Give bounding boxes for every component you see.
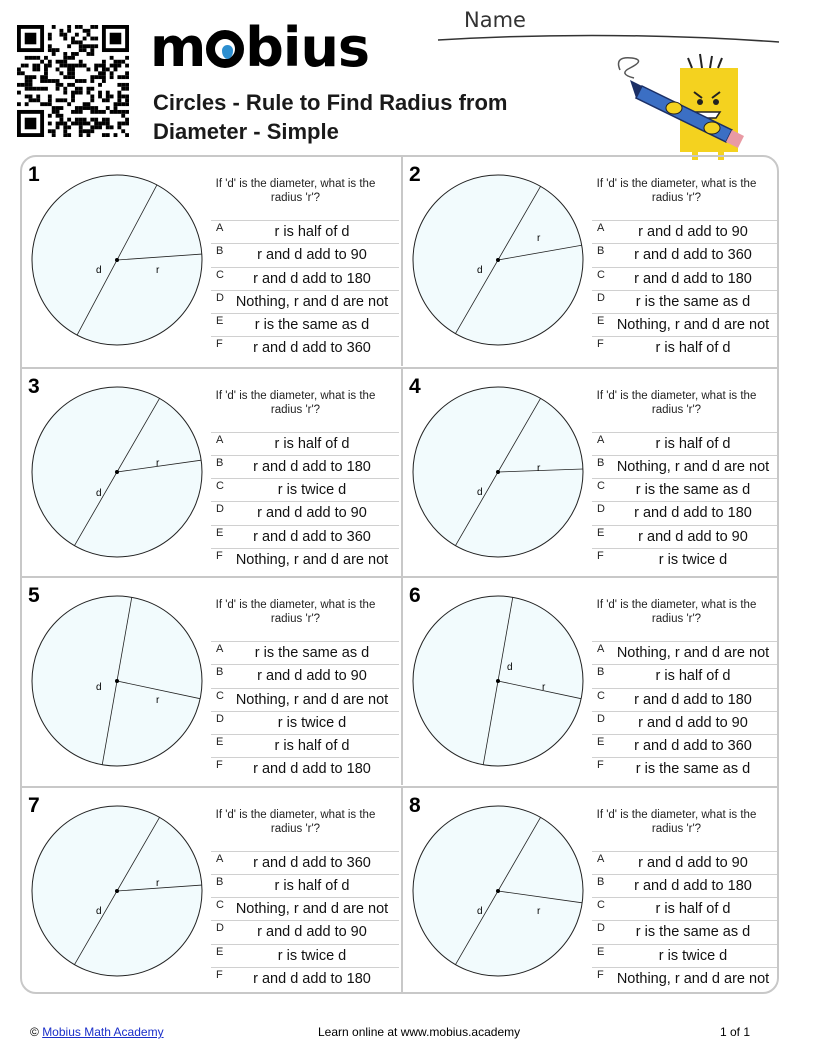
option-letter: F — [216, 968, 223, 981]
answer-option[interactable] — [211, 267, 399, 290]
question-7 — [22, 786, 401, 995]
question-4 — [401, 367, 779, 576]
diameter-label: d — [507, 662, 513, 673]
option-text: r is half of d — [274, 877, 350, 894]
option-text: r and d add to 360 — [253, 340, 371, 357]
option-letter: E — [216, 945, 224, 958]
radius-label: r — [537, 462, 541, 474]
diameter-label: d — [96, 487, 102, 499]
option-letter: C — [597, 268, 605, 281]
answer-option[interactable] — [592, 944, 779, 967]
mascot-pencil-character — [612, 48, 762, 160]
option-text: r and d add to 180 — [253, 970, 371, 987]
option-text: Nothing, r and d are not — [235, 691, 389, 708]
answer-option[interactable] — [211, 897, 399, 920]
answer-options — [211, 641, 399, 781]
question-number: 8 — [409, 793, 421, 817]
option-letter: C — [216, 268, 224, 281]
question-1 — [22, 157, 401, 366]
option-letter: B — [597, 245, 605, 258]
page-title: Circles - Rule to Find Radius from Diameter - Simple — [153, 90, 508, 144]
option-text: r and d add to 180 — [634, 877, 752, 894]
option-letter: C — [597, 689, 605, 702]
option-letter: F — [216, 338, 223, 351]
center-point — [115, 679, 119, 683]
option-text: Nothing, r and d are not — [235, 551, 389, 568]
answer-option[interactable] — [592, 267, 779, 290]
option-letter: E — [597, 736, 605, 749]
answer-option[interactable] — [211, 455, 399, 478]
qr-code — [17, 25, 129, 137]
option-text: r is the same as d — [254, 645, 370, 661]
option-text: r and d add to 180 — [634, 691, 752, 708]
answer-option[interactable] — [211, 734, 399, 757]
circle-diagram — [26, 590, 208, 772]
answer-option[interactable] — [592, 920, 779, 943]
option-letter: A — [216, 852, 224, 865]
answer-option[interactable] — [592, 501, 779, 524]
question-number: 3 — [28, 374, 40, 398]
radius-label: r — [156, 877, 160, 889]
answer-options — [592, 432, 779, 572]
option-letter: D — [597, 503, 605, 516]
option-letter: A — [216, 643, 224, 655]
answer-options — [211, 851, 399, 991]
answer-option[interactable] — [211, 851, 399, 874]
option-letter: B — [216, 456, 224, 469]
answer-option[interactable] — [211, 711, 399, 734]
option-text: Nothing, r and d are not — [235, 901, 389, 918]
footer-copyright — [30, 1025, 164, 1039]
center-point — [115, 889, 119, 893]
answer-option[interactable] — [211, 501, 399, 524]
question-number: 5 — [28, 584, 40, 607]
answer-option[interactable] — [592, 851, 779, 874]
option-letter: E — [216, 315, 224, 328]
option-letter: B — [597, 456, 605, 469]
answer-option[interactable] — [592, 967, 779, 990]
option-letter: A — [597, 643, 605, 655]
option-letter: E — [216, 526, 224, 539]
radius-label: r — [156, 457, 160, 469]
option-letter: E — [597, 945, 605, 958]
option-text: r is half of d — [274, 435, 350, 452]
option-text: r and d add to 360 — [634, 247, 752, 264]
answer-option[interactable] — [592, 290, 779, 313]
option-text: r is the same as d — [635, 293, 751, 310]
question-8 — [401, 786, 779, 995]
mobius-academy-link[interactable]: Mobius Math Academy — [42, 1025, 164, 1039]
answer-options — [211, 220, 399, 360]
option-text: r and d add to 180 — [253, 761, 371, 778]
question-prompt: If 'd' is the diameter, what is the radius 'r'? — [215, 389, 376, 416]
circle-diagram — [26, 800, 208, 982]
option-text: r and d add to 90 — [638, 714, 748, 731]
option-letter: B — [597, 666, 605, 679]
answer-option[interactable] — [211, 478, 399, 501]
answer-option[interactable] — [211, 920, 399, 943]
diameter-label: d — [96, 905, 102, 917]
option-letter: F — [216, 549, 223, 562]
answer-option[interactable] — [211, 525, 399, 548]
answer-option[interactable] — [592, 220, 779, 243]
option-text: r is twice d — [658, 947, 728, 964]
diameter-label: d — [477, 486, 483, 498]
answer-options — [592, 641, 779, 781]
option-text: r and d add to 90 — [257, 668, 367, 685]
question-prompt: If 'd' is the diameter, what is the radius 'r'? — [596, 178, 757, 204]
answer-option[interactable] — [211, 967, 399, 990]
option-letter: F — [597, 549, 604, 562]
option-text: r and d add to 180 — [253, 270, 371, 287]
option-letter: B — [216, 875, 224, 888]
answer-option[interactable] — [592, 478, 779, 501]
option-text: r and d add to 180 — [634, 505, 752, 522]
radius-label: r — [537, 905, 541, 917]
option-text: r and d add to 90 — [257, 247, 367, 264]
circle-diagram — [26, 169, 208, 351]
option-text: r is the same as d — [635, 924, 751, 941]
answer-option[interactable] — [592, 243, 779, 266]
option-text: r and d add to 90 — [638, 854, 748, 871]
answer-option[interactable] — [592, 757, 779, 780]
option-letter: D — [597, 922, 605, 935]
answer-option[interactable] — [592, 432, 779, 455]
option-letter: B — [597, 875, 605, 888]
option-text: r and d add to 180 — [634, 270, 752, 287]
circle-diagram — [407, 800, 589, 982]
name-line — [436, 26, 781, 46]
option-letter: E — [216, 736, 224, 749]
answer-option[interactable] — [211, 313, 399, 336]
footer-page-number: 1 of 1 — [720, 1025, 751, 1039]
answer-options — [592, 851, 779, 991]
answer-option[interactable] — [211, 548, 399, 571]
option-text: r is twice d — [277, 714, 347, 731]
circle-diagram — [26, 381, 208, 563]
question-2 — [401, 157, 779, 366]
radius-label: r — [156, 265, 160, 276]
option-text: r and d add to 360 — [253, 854, 371, 871]
diameter-label: d — [96, 265, 102, 276]
option-letter: C — [597, 899, 605, 912]
option-text: Nothing, r and d are not — [235, 293, 389, 310]
option-letter: F — [597, 968, 604, 981]
question-6 — [401, 576, 779, 785]
question-number: 7 — [28, 793, 40, 817]
option-text: r and d add to 360 — [634, 738, 752, 755]
option-letter: A — [216, 433, 224, 446]
option-letter: D — [216, 291, 224, 304]
answer-option[interactable] — [592, 313, 779, 336]
mobius-logo: m bius — [150, 16, 370, 79]
answer-option[interactable] — [592, 711, 779, 734]
option-letter: D — [597, 291, 605, 304]
option-letter: B — [216, 245, 224, 258]
circle-diagram — [407, 590, 589, 772]
option-text: r and d add to 90 — [257, 924, 367, 941]
option-text: r and d add to 180 — [253, 458, 371, 475]
option-letter: C — [216, 480, 224, 493]
option-letter: A — [597, 433, 605, 446]
option-text: r is half of d — [655, 435, 731, 452]
option-text: r is twice d — [277, 947, 347, 964]
question-prompt: If 'd' is the diameter, what is the radius 'r'? — [215, 599, 376, 625]
option-text: Nothing, r and d are not — [616, 458, 770, 475]
option-text: r is the same as d — [254, 317, 370, 334]
answer-option[interactable] — [592, 734, 779, 757]
copyright-symbol: © — [30, 1025, 39, 1039]
option-letter: D — [216, 922, 224, 935]
option-letter: D — [216, 712, 224, 725]
question-3 — [22, 367, 401, 576]
answer-option[interactable] — [211, 641, 399, 664]
circle-diagram — [407, 381, 589, 563]
center-point — [496, 679, 500, 683]
option-letter: E — [597, 315, 605, 328]
question-number: 4 — [409, 374, 421, 398]
option-letter: E — [597, 526, 605, 539]
option-letter: A — [597, 852, 605, 865]
option-letter: D — [597, 712, 605, 725]
answer-option[interactable] — [592, 664, 779, 687]
option-letter: A — [597, 222, 605, 234]
question-prompt: If 'd' is the diameter, what is the radius 'r'? — [596, 389, 757, 416]
option-letter: F — [597, 338, 604, 351]
name-label: Name — [464, 8, 526, 32]
answer-option[interactable] — [211, 220, 399, 243]
answer-option[interactable] — [211, 336, 399, 359]
question-prompt: If 'd' is the diameter, what is the radius 'r'? — [596, 599, 757, 625]
option-letter: F — [597, 759, 604, 772]
center-point — [496, 258, 500, 262]
center-point — [496, 470, 500, 474]
option-text: Nothing, r and d are not — [616, 970, 770, 987]
answer-option[interactable] — [592, 897, 779, 920]
answer-option[interactable] — [211, 432, 399, 455]
option-text: r and d add to 90 — [638, 528, 748, 545]
diameter-label: d — [96, 682, 102, 693]
option-text: Nothing, r and d are not — [616, 317, 770, 334]
question-number: 1 — [28, 163, 40, 186]
option-letter: B — [216, 666, 224, 679]
answer-option[interactable] — [211, 664, 399, 687]
answer-option[interactable] — [211, 290, 399, 313]
question-prompt: If 'd' is the diameter, what is the radius 'r'? — [215, 808, 376, 835]
answer-options — [592, 220, 779, 360]
center-point — [115, 258, 119, 262]
question-number: 6 — [409, 584, 421, 607]
option-text: r and d add to 90 — [638, 224, 748, 240]
answer-options — [211, 432, 399, 572]
circle-diagram — [407, 169, 589, 351]
answer-option[interactable] — [592, 525, 779, 548]
option-letter: C — [597, 480, 605, 493]
answer-option[interactable] — [211, 243, 399, 266]
option-text: r and d add to 90 — [257, 505, 367, 522]
answer-option[interactable] — [211, 944, 399, 967]
answer-option[interactable] — [592, 688, 779, 711]
option-text: r is half of d — [655, 340, 731, 357]
radius-label: r — [156, 695, 160, 706]
option-text: r is half of d — [274, 738, 350, 755]
answer-option[interactable] — [592, 548, 779, 571]
answer-option[interactable] — [592, 455, 779, 478]
option-text: r is half of d — [655, 668, 731, 685]
option-text: r and d add to 360 — [253, 528, 371, 545]
option-text: r is the same as d — [635, 482, 751, 499]
radius-label: r — [542, 682, 546, 693]
answer-option[interactable] — [211, 874, 399, 897]
option-text: r is the same as d — [635, 761, 751, 778]
option-text: r is half of d — [274, 224, 350, 240]
diameter-label: d — [477, 905, 483, 917]
option-text: r is half of d — [655, 901, 731, 918]
radius-label: r — [537, 233, 541, 244]
option-letter: F — [216, 759, 223, 772]
footer-center-text: Learn online at www.mobius.academy — [318, 1025, 521, 1039]
option-letter: C — [216, 899, 224, 912]
option-letter: A — [216, 222, 224, 234]
answer-option[interactable] — [592, 641, 779, 664]
option-text: r is twice d — [658, 551, 728, 568]
question-5 — [22, 576, 401, 785]
center-point — [115, 470, 119, 474]
answer-option[interactable] — [592, 874, 779, 897]
diameter-label: d — [477, 265, 483, 276]
option-letter: C — [216, 689, 224, 702]
answer-option[interactable] — [211, 757, 399, 780]
question-prompt: If 'd' is the diameter, what is the radius 'r'? — [215, 178, 376, 204]
question-number: 2 — [409, 163, 421, 186]
answer-option[interactable] — [211, 688, 399, 711]
option-text: r is twice d — [277, 482, 347, 499]
option-letter: D — [216, 503, 224, 516]
answer-option[interactable] — [592, 336, 779, 359]
question-prompt: If 'd' is the diameter, what is the radius 'r'? — [596, 808, 757, 835]
option-text: Nothing, r and d are not — [616, 645, 770, 661]
center-point — [496, 889, 500, 893]
question-grid — [20, 155, 779, 994]
